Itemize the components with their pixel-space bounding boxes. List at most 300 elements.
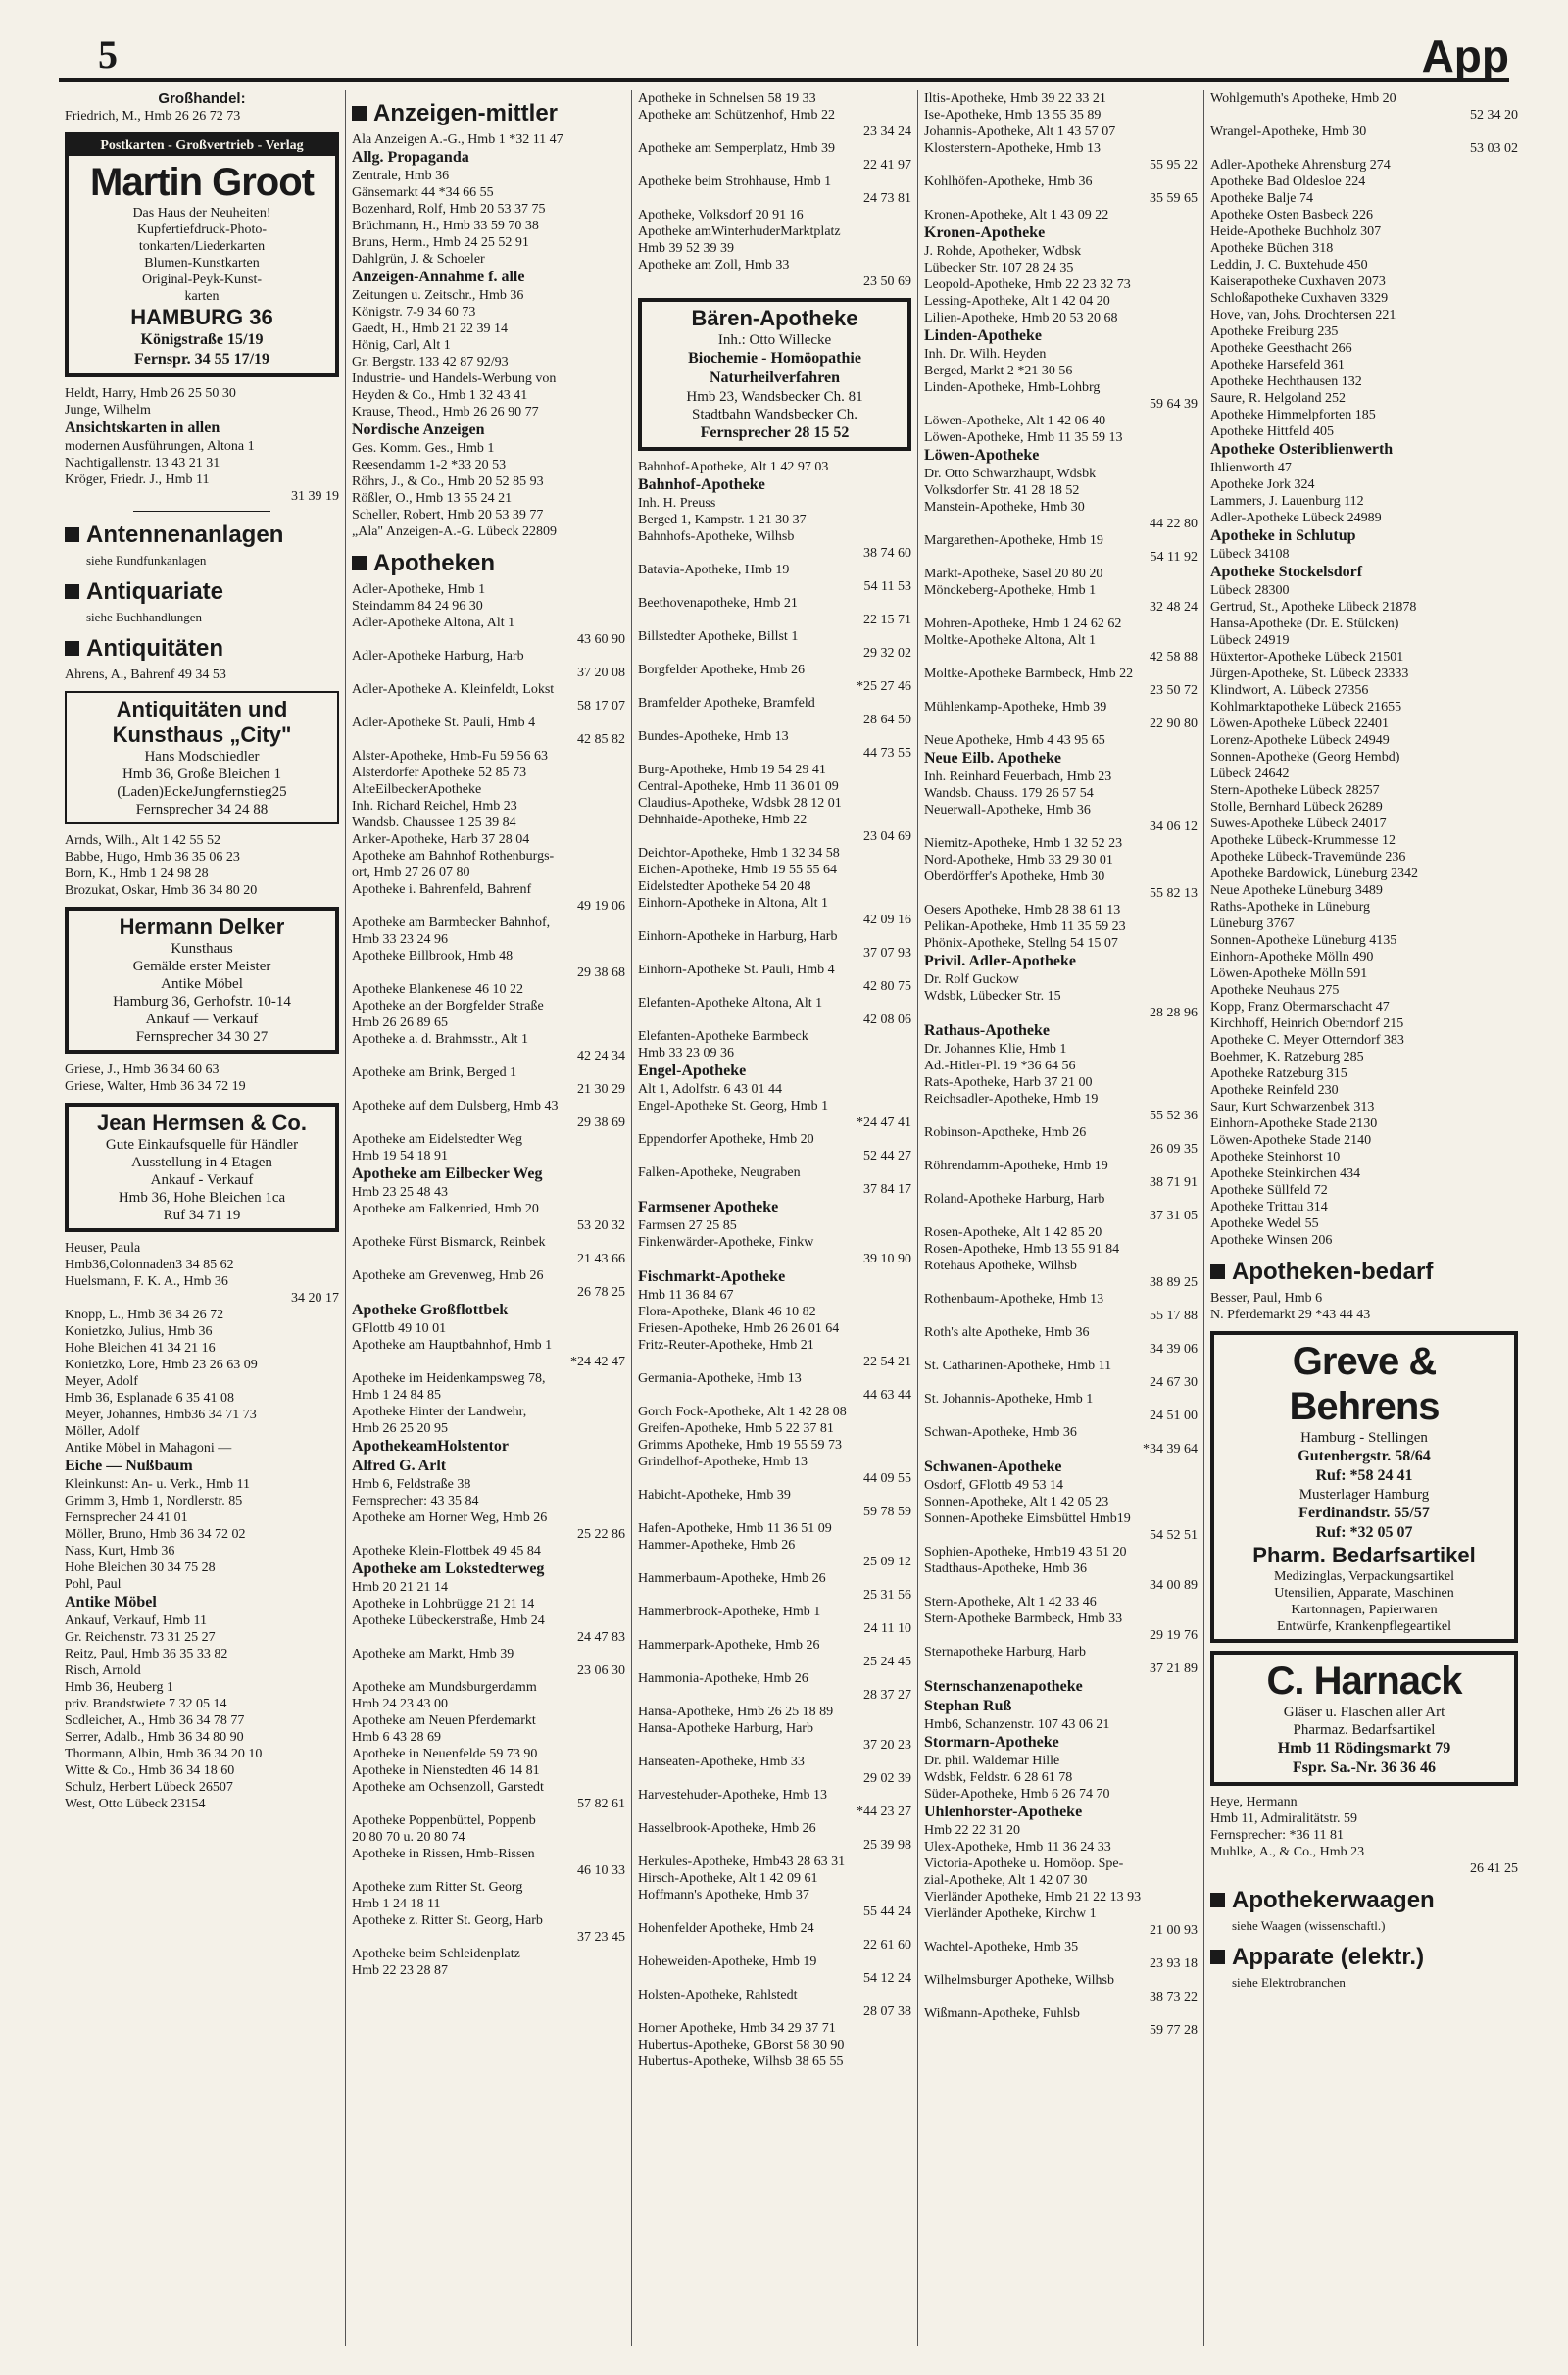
list-item: Kirchhoff, Heinrich Oberndorf 215 xyxy=(1210,1016,1404,1031)
list-item: Farmsener Apotheke xyxy=(638,1199,779,1215)
list-item: Elefanten-Apotheke Altona, Alt 1 xyxy=(638,996,823,1011)
list-item: Sternschanzenapotheke xyxy=(924,1678,1083,1695)
section-heading-antiquariate: Antiquariate xyxy=(65,576,339,608)
column-3 xyxy=(631,90,917,2346)
list-item: Hirsch-Apotheke, Alt 1 42 09 61 xyxy=(638,1871,818,1886)
list-item: 38 71 91 xyxy=(1150,1175,1198,1190)
list-item: Lüneburg 3767 xyxy=(1210,916,1295,931)
list-item: 28 28 96 xyxy=(1150,1006,1198,1020)
list-item: Ankauf, Verkauf, Hmb 11 xyxy=(65,1613,208,1628)
list-item: Apotheke Osten Basbeck 226 xyxy=(1210,208,1374,223)
list-item: St. Catharinen-Apotheke, Hmb 11 xyxy=(924,1359,1112,1373)
list-item: Dehnhaide-Apotheke, Hmb 22 xyxy=(638,813,808,827)
list-item: „Ala" Anzeigen-A.-G. Lübeck 22809 xyxy=(352,524,558,539)
list-item: Volksdorfer Str. 41 28 18 52 xyxy=(924,483,1080,498)
list-item: Apotheke in Nienstedten 46 14 81 xyxy=(352,1763,540,1778)
list-item: Apotheke, Volksdorf 20 91 16 xyxy=(638,208,804,223)
list-item: Stephan Ruß xyxy=(924,1698,1012,1714)
section-heading-antennenanlagen: Antennenanlagen xyxy=(65,520,339,551)
list-item: Robinson-Apotheke, Hmb 26 xyxy=(924,1125,1087,1140)
list-item: 26 41 25 xyxy=(1470,1861,1518,1876)
list-item: Huelsmann, F. K. A., Hmb 36 xyxy=(65,1274,228,1289)
list-item: N. Pferdemarkt 29 *43 44 43 xyxy=(1210,1308,1371,1322)
ad-line: Ankauf — Verkauf xyxy=(145,1012,259,1027)
list-item: Eppendorfer Apotheke, Hmb 20 xyxy=(638,1132,814,1147)
list-item: Fernsprecher: 43 35 84 xyxy=(352,1494,479,1509)
list-item: Rotehaus Apotheke, Wilhsb xyxy=(924,1259,1077,1273)
list-item: Hohe Bleichen 30 34 75 28 xyxy=(65,1560,216,1575)
list-item: 34 39 06 xyxy=(1150,1342,1198,1357)
list-item: Inh. Reinhard Feuerbach, Hmb 23 xyxy=(924,769,1112,784)
list-item: Einhorn-Apotheke in Harburg, Harb xyxy=(638,929,838,944)
list-item: Apotheke Steinhorst 10 xyxy=(1210,1150,1341,1164)
list-item: Apotheke am Bahnhof Rothenburgs- xyxy=(352,849,555,864)
list-item: 58 17 07 xyxy=(577,699,625,714)
list-item: Hammonia-Apotheke, Hmb 26 xyxy=(638,1671,808,1686)
ad-line: Kunsthaus xyxy=(171,941,233,957)
entry-list xyxy=(65,385,339,505)
list-item: Hmb 22 22 31 20 xyxy=(924,1823,1020,1838)
list-item: Neue Apotheke, Hmb 4 43 95 65 xyxy=(924,733,1105,748)
ad-line: Utensilien, Apparate, Maschinen xyxy=(1274,1586,1454,1601)
list-item: Kleinkunst: An- u. Verk., Hmb 11 xyxy=(65,1477,250,1492)
square-bullet-icon xyxy=(1210,1950,1225,1964)
ad-street: Königstraße 15/19 xyxy=(140,331,264,348)
list-item: Grimm 3, Hmb 1, Nordlerstr. 85 xyxy=(65,1494,243,1509)
list-item: West, Otto Lübeck 23154 xyxy=(65,1797,206,1811)
ad-banner: Postkarten - Großvertrieb - Verlag xyxy=(69,136,335,156)
list-item: zial-Apotheke, Alt 1 42 07 30 xyxy=(924,1873,1088,1888)
list-item: Risch, Arnold xyxy=(65,1663,141,1678)
list-item: Anzeigen-Annahme f. alle xyxy=(352,269,525,285)
advertisement-hermsen xyxy=(65,1103,339,1232)
list-item: Original-Peyk-Kunst- xyxy=(141,272,263,287)
list-item: Nord-Apotheke, Hmb 33 29 30 01 xyxy=(924,853,1113,867)
list-item: Hmb 33 23 24 96 xyxy=(352,932,448,947)
list-item: 34 20 17 xyxy=(291,1291,339,1306)
list-item: Flora-Apotheke, Blank 46 10 82 xyxy=(638,1305,816,1319)
list-item: Apotheke Neuhaus 275 xyxy=(1210,983,1340,998)
square-bullet-icon xyxy=(65,641,79,656)
list-item: Hmb 6, Feldstraße 38 xyxy=(352,1477,471,1492)
list-item: Apotheke Wedel 55 xyxy=(1210,1216,1319,1231)
list-item: 37 20 23 xyxy=(863,1738,911,1753)
column-1 xyxy=(59,90,345,2346)
list-item: Hmb 19 54 18 91 xyxy=(352,1149,448,1163)
list-item: Hammer-Apotheke, Hmb 26 xyxy=(638,1538,796,1553)
list-item: 21 43 66 xyxy=(577,1252,625,1266)
list-item: *24 47 41 xyxy=(857,1115,911,1130)
list-item: Central-Apotheke, Hmb 11 36 01 09 xyxy=(638,779,839,794)
ad-phone: Fernsprecher 28 15 52 xyxy=(700,424,850,441)
list-item: Sonnen-Apotheke Lüneburg 4135 xyxy=(1210,933,1397,948)
list-item: Ansichtskarten in allen xyxy=(65,420,220,436)
list-item: Krause, Theod., Hmb 26 26 90 77 xyxy=(352,405,539,420)
list-item: Neue Eilb. Apotheke xyxy=(924,750,1062,767)
list-item: Apotheke Balje 74 xyxy=(1210,191,1313,206)
list-item: Apotheke Süllfeld 72 xyxy=(1210,1183,1328,1198)
list-item: Hammerbaum-Apotheke, Hmb 26 xyxy=(638,1571,826,1586)
ad-line: Gutenbergstr. 58/64 xyxy=(1298,1448,1431,1464)
list-item: Ad.-Hitler-Pl. 19 *36 64 56 xyxy=(924,1059,1076,1073)
list-item: 23 93 18 xyxy=(1150,1956,1198,1971)
list-item: 42 09 16 xyxy=(863,913,911,927)
cross-reference: siehe Buchhandlungen xyxy=(86,610,203,624)
list-item: 42 80 75 xyxy=(863,979,911,994)
list-item: Gaedt, H., Hmb 21 22 39 14 xyxy=(352,322,509,336)
list-item: Falken-Apotheke, Neugraben xyxy=(638,1165,801,1180)
list-item: Apotheke am Schützenhof, Hmb 22 xyxy=(638,108,836,123)
list-item: Hmb 26 25 20 95 xyxy=(352,1421,448,1436)
list-item: Löwen-Apotheke, Hmb 11 35 59 13 xyxy=(924,430,1123,445)
list-item: Sonnen-Apotheke (Georg Hembd) xyxy=(1210,750,1400,765)
list-item: 37 31 05 xyxy=(1150,1209,1198,1223)
page-header xyxy=(59,29,1509,82)
list-item: Hmb 24 23 43 00 xyxy=(352,1697,448,1711)
list-item: Bahnhofs-Apotheke, Wilhsb xyxy=(638,529,795,544)
list-item: Wdsbk, Lübecker Str. 15 xyxy=(924,989,1061,1004)
list-item: 55 44 24 xyxy=(863,1905,911,1919)
list-item: 34 06 12 xyxy=(1150,819,1198,834)
list-item: Alster-Apotheke, Hmb-Fu 59 56 63 xyxy=(352,749,548,764)
list-item: Muhlke, A., & Co., Hmb 23 xyxy=(1210,1845,1365,1859)
list-item: Iltis-Apotheke, Hmb 39 22 33 21 xyxy=(924,91,1106,106)
list-item: Löwen-Apotheke Lübeck 22401 xyxy=(1210,717,1389,731)
list-item: 22 15 71 xyxy=(863,613,911,627)
list-item: Fritz-Reuter-Apotheke, Hmb 21 xyxy=(638,1338,814,1353)
advertisement-delker xyxy=(65,907,339,1054)
list-item: Apotheke a. d. Brahmsstr., Alt 1 xyxy=(352,1032,529,1047)
ad-line: Ausstellung in 4 Etagen xyxy=(131,1155,272,1170)
section-subheading: Großhandel: xyxy=(158,90,246,107)
list-item: Bahnhof-Apotheke, Alt 1 42 97 03 xyxy=(638,460,829,474)
list-item: Phönix-Apotheke, Stellng 54 15 07 xyxy=(924,936,1118,951)
list-item: Hmb 36, Esplanade 6 35 41 08 xyxy=(65,1391,235,1406)
list-item: modernen Ausführungen, Altona 1 xyxy=(65,439,255,454)
list-item: Apotheke beim Strohhause, Hmb 1 xyxy=(638,174,832,189)
list-item: 23 50 72 xyxy=(1150,683,1198,698)
list-item: 31 39 19 xyxy=(291,489,339,504)
list-item: Stern-Apotheke Lübeck 28257 xyxy=(1210,783,1380,798)
list-item: St. Johannis-Apotheke, Hmb 1 xyxy=(924,1392,1094,1407)
list-item: 22 61 60 xyxy=(863,1938,911,1953)
list-item: Brüchmann, H., Hmb 33 59 70 38 xyxy=(352,219,539,233)
ad-line: Musterlager Hamburg xyxy=(1298,1487,1430,1503)
list-item: 44 09 55 xyxy=(863,1471,911,1486)
list-item: Apotheke Himmelpforten 185 xyxy=(1210,408,1376,422)
list-item: Dr. Johannes Klie, Hmb 1 xyxy=(924,1042,1067,1057)
list-item: Apotheke im Heidenkampsweg 78, xyxy=(352,1371,546,1386)
list-item: Reesendamm 1-2 *33 20 53 xyxy=(352,458,507,472)
list-item: Apotheke C. Meyer Otterndorf 383 xyxy=(1210,1033,1404,1048)
list-item: 28 07 38 xyxy=(863,2004,911,2019)
section-heading-anzeigenmittler: Anzeigen-mittler xyxy=(352,98,625,129)
list-item: Reichsadler-Apotheke, Hmb 19 xyxy=(924,1092,1099,1107)
list-item: Hubertus-Apotheke, Wilhsb 38 65 55 xyxy=(638,2054,844,2069)
running-head: App xyxy=(1421,30,1509,81)
list-item: 43 60 90 xyxy=(577,632,625,647)
list-item: 54 12 24 xyxy=(863,1971,911,1986)
list-item: Roland-Apotheke Harburg, Harb xyxy=(924,1192,1105,1207)
list-item: Sternapotheke Harburg, Harb xyxy=(924,1645,1086,1659)
list-item: Schloßapotheke Cuxhaven 3329 xyxy=(1210,291,1389,306)
list-item: Pohl, Paul xyxy=(65,1577,122,1592)
list-item: Gr. Reichenstr. 73 31 25 27 xyxy=(65,1630,216,1645)
list-item: 55 95 22 xyxy=(1150,158,1198,173)
list-item: Hoheweiden-Apotheke, Hmb 19 xyxy=(638,1954,817,1969)
list-item: Apotheke am Semperplatz, Hmb 39 xyxy=(638,141,836,156)
list-item: Allg. Propaganda xyxy=(352,149,469,166)
entry-list xyxy=(65,108,339,124)
list-item: Germania-Apotheke, Hmb 13 xyxy=(638,1371,802,1386)
entry-list xyxy=(65,1062,339,1095)
list-item: Apotheke Lübeck-Krummesse 12 xyxy=(1210,833,1396,848)
list-item: Röhrs, J., & Co., Hmb 20 52 85 93 xyxy=(352,474,544,489)
list-item: Suwes-Apotheke Lübeck 24017 xyxy=(1210,816,1387,831)
list-item: 38 73 22 xyxy=(1150,1990,1198,2004)
list-item: Apotheke Harsefeld 361 xyxy=(1210,358,1345,372)
list-item: Stormarn-Apotheke xyxy=(924,1734,1059,1751)
list-item: 55 82 13 xyxy=(1150,886,1198,901)
list-item: Lilien-Apotheke, Hmb 20 53 20 68 xyxy=(924,311,1118,325)
list-item: Hmb 11 36 84 67 xyxy=(638,1288,734,1303)
list-item: Burg-Apotheke, Hmb 19 54 29 41 xyxy=(638,763,826,777)
column-2 xyxy=(345,90,631,2346)
list-item: Apotheke Ratzeburg 315 xyxy=(1210,1066,1348,1081)
list-item: Apotheke am Mundsburgerdamm xyxy=(352,1680,537,1695)
list-item: Heuser, Paula xyxy=(65,1241,141,1256)
list-item: Apotheke z. Ritter St. Georg, Harb xyxy=(352,1913,543,1928)
entry-list xyxy=(1210,1290,1518,1323)
list-item: Hmb 6 43 28 69 xyxy=(352,1730,441,1745)
list-item: Lübeck 28300 xyxy=(1210,583,1290,598)
ad-line: Gute Einkaufsquelle für Händler xyxy=(105,1137,299,1153)
ad-line: Hans Modschiedler xyxy=(144,749,260,765)
column-4 xyxy=(917,90,1203,2346)
list-item: Kronen-Apotheke, Alt 1 43 09 22 xyxy=(924,208,1109,223)
section-heading-apotheken: Apotheken xyxy=(352,548,625,579)
list-item: Königstr. 7-9 34 60 73 xyxy=(352,305,476,320)
ad-line: Gläser u. Flaschen aller Art xyxy=(1283,1705,1446,1720)
list-item: Hohenfelder Apotheke, Hmb 24 xyxy=(638,1921,814,1936)
ad-line: Hamburg - Stellingen xyxy=(1300,1430,1428,1446)
list-item: Klindwort, A. Lübeck 27356 xyxy=(1210,683,1369,698)
list-item: Gänsemarkt 44 *34 66 55 xyxy=(352,185,494,200)
list-item: Sonnen-Apotheke Eimsbüttel Hmb19 xyxy=(924,1511,1131,1526)
ad-phone: Ruf 34 71 19 xyxy=(163,1208,241,1223)
list-item: Wdsbk, Feldstr. 6 28 61 78 xyxy=(924,1770,1073,1785)
list-item: Ahrens, A., Bahrenf 49 34 53 xyxy=(65,668,226,682)
list-item: Berged 1, Kampstr. 1 21 30 37 xyxy=(638,513,807,527)
list-item: Apotheke Bardowick, Lüneburg 2342 xyxy=(1210,866,1419,881)
list-item: 42 85 82 xyxy=(577,732,625,747)
cross-reference: siehe Waagen (wissenschaftl.) xyxy=(1232,1918,1386,1933)
ad-line: Entwürfe, Krankenpflegeartikel xyxy=(1276,1619,1452,1634)
list-item: Kronen-Apotheke xyxy=(924,224,1046,241)
list-item: 25 24 45 xyxy=(863,1655,911,1669)
list-item: Stern-Apotheke, Alt 1 42 33 46 xyxy=(924,1595,1097,1609)
list-item: Apotheke in Rissen, Hmb-Rissen xyxy=(352,1847,535,1861)
list-item: Kohlmarktapotheke Lübeck 21655 xyxy=(1210,700,1402,715)
list-item: Thormann, Albin, Hmb 36 34 20 10 xyxy=(65,1747,263,1761)
list-item: ApothekeamHolstentor xyxy=(352,1438,509,1455)
entry-list xyxy=(65,667,339,683)
list-item: Sonnen-Apotheke, Alt 1 42 05 23 xyxy=(924,1495,1109,1509)
list-item: Löwen-Apotheke xyxy=(924,447,1040,464)
list-item: Babbe, Hugo, Hmb 36 35 06 23 xyxy=(65,850,240,865)
list-item: Schulz, Herbert Lübeck 26507 xyxy=(65,1780,233,1795)
list-item: Einhorn-Apotheke Stade 2130 xyxy=(1210,1116,1378,1131)
list-item: Hubertus-Apotheke, GBorst 58 30 90 xyxy=(638,2038,845,2053)
list-item: Dr. Otto Schwarzhaupt, Wdsbk xyxy=(924,467,1097,481)
list-item: Johannis-Apotheke, Alt 1 43 57 07 xyxy=(924,124,1116,139)
list-item: Apotheke am Ochsenzoll, Garstedt xyxy=(352,1780,544,1795)
list-item: 35 59 65 xyxy=(1150,191,1198,206)
list-item: Apotheke am Brink, Berged 1 xyxy=(352,1065,517,1080)
list-item: 24 11 10 xyxy=(863,1621,911,1636)
list-item: Oesers Apotheke, Hmb 28 38 61 13 xyxy=(924,903,1121,917)
list-item: Heldt, Harry, Hmb 26 25 50 30 xyxy=(65,386,236,401)
list-item: Apotheke Klein-Flottbek 49 45 84 xyxy=(352,1544,541,1559)
list-item: Apotheke in Neuenfelde 59 73 90 xyxy=(352,1747,538,1761)
ad-tagline: Das Haus der Neuheiten! xyxy=(132,206,271,221)
ad-line: Biochemie - Homöopathie xyxy=(688,350,861,367)
entry-list xyxy=(638,459,911,2070)
list-item: Margarethen-Apotheke, Hmb 19 xyxy=(924,533,1103,548)
list-item: Kröger, Friedr. J., Hmb 11 xyxy=(65,472,210,487)
list-item: Hansa-Apotheke Harburg, Harb xyxy=(638,1721,813,1736)
list-item: Rats-Apotheke, Harb 37 21 00 xyxy=(924,1075,1093,1090)
list-item: Lübeck 24642 xyxy=(1210,767,1290,781)
list-item: Witte & Co., Hmb 36 34 18 60 xyxy=(65,1763,235,1778)
list-item: Kohlhöfen-Apotheke, Hmb 36 xyxy=(924,174,1093,189)
list-item: 46 10 33 xyxy=(577,1863,625,1878)
page-number: 5 xyxy=(98,32,118,76)
list-item: Apotheke am Eidelstedter Weg xyxy=(352,1132,522,1147)
list-item: 24 47 83 xyxy=(577,1630,625,1645)
list-item: Lorenz-Apotheke Lübeck 24949 xyxy=(1210,733,1390,748)
list-item: Hoffmann's Apotheke, Hmb 37 xyxy=(638,1888,809,1903)
list-item: 54 52 51 xyxy=(1150,1528,1198,1543)
list-item: 49 19 06 xyxy=(577,899,625,914)
ad-phone: Ruf: *58 24 41 xyxy=(1315,1467,1413,1484)
list-item: Apotheke Reinfeld 230 xyxy=(1210,1083,1339,1098)
list-item: Wrangel-Apotheke, Hmb 30 xyxy=(1210,124,1367,139)
list-item: Meyer, Johannes, Hmb36 34 71 73 xyxy=(65,1408,257,1422)
list-item: Deichtor-Apotheke, Hmb 1 32 34 58 xyxy=(638,846,840,861)
list-item: Finkenwärder-Apotheke, Finkw xyxy=(638,1235,814,1250)
list-item: Lübeck 24919 xyxy=(1210,633,1290,648)
ad-name: Greve & Behrens xyxy=(1289,1340,1440,1428)
list-item: Hmb 36, Heuberg 1 xyxy=(65,1680,173,1695)
list-item: Einhorn-Apotheke Mölln 490 xyxy=(1210,950,1374,965)
advertisement-city xyxy=(65,691,339,824)
ad-line: Pharmaz. Bedarfsartikel xyxy=(1293,1722,1436,1738)
list-item: Apotheke am Falkenried, Hmb 20 xyxy=(352,1202,539,1216)
list-item: Eidelstedter Apotheke 54 20 48 xyxy=(638,879,811,894)
list-item: Hönig, Carl, Alt 1 xyxy=(352,338,451,353)
list-item: Brozukat, Oskar, Hmb 36 34 80 20 xyxy=(65,883,258,898)
list-item: 53 03 02 xyxy=(1470,141,1518,156)
list-item: Hmb 1 24 84 85 xyxy=(352,1388,441,1403)
list-item: 53 20 32 xyxy=(577,1218,625,1233)
list-item: Rosen-Apotheke, Hmb 13 55 91 84 xyxy=(924,1242,1120,1257)
list-item: Eiche — Nußbaum xyxy=(65,1458,193,1474)
ad-phone: Ruf: *32 05 07 xyxy=(1315,1524,1413,1541)
list-item: Apotheke Großflottbek xyxy=(352,1302,509,1318)
ad-line: Hmb 11 Rödingsmarkt 79 xyxy=(1277,1740,1451,1757)
list-item: Hanseaten-Apotheke, Hmb 33 xyxy=(638,1755,805,1769)
list-item: Hmb 22 23 28 87 xyxy=(352,1963,448,1978)
list-item: Inh. Dr. Wilh. Heyden xyxy=(924,347,1047,362)
list-item: Sophien-Apotheke, Hmb19 43 51 20 xyxy=(924,1545,1127,1559)
list-item: Klosterstern-Apotheke, Hmb 13 xyxy=(924,141,1102,156)
list-item: Apotheke Hinter der Landwehr, xyxy=(352,1405,527,1419)
list-item: Inh. H. Preuss xyxy=(638,496,716,511)
list-item: Manstein-Apotheke, Hmb 30 xyxy=(924,500,1085,515)
list-item: ort, Hmb 27 26 07 80 xyxy=(352,866,470,880)
list-item: Apotheke in Lohbrügge 21 21 14 xyxy=(352,1597,535,1611)
list-item: Apotheke Lübeckerstraße, Hmb 24 xyxy=(352,1613,545,1628)
list-item: Wilhelmsburger Apotheke, Wilhsb xyxy=(924,1973,1114,1988)
list-item: 38 74 60 xyxy=(863,546,911,561)
ad-line: Hmb 36, Große Bleichen 1 xyxy=(122,767,282,782)
list-item: Nordische Anzeigen xyxy=(352,421,485,438)
ad-line: Antike Möbel xyxy=(161,976,243,992)
list-item: Apotheke Hechthausen 132 xyxy=(1210,374,1362,389)
list-item: Stolle, Bernhard Lübeck 26289 xyxy=(1210,800,1383,815)
list-item: Inh. Richard Reichel, Hmb 23 xyxy=(352,799,517,814)
entry-list xyxy=(924,90,1198,2039)
list-item: Leddin, J. C. Buxtehude 450 xyxy=(1210,258,1368,272)
section-heading-antiquitaeten: Antiquitäten xyxy=(65,633,339,665)
list-item: Zentrale, Hmb 36 xyxy=(352,169,450,183)
list-item: GFlottb 49 10 01 xyxy=(352,1321,447,1336)
list-item: Apotheke am Markt, Hmb 39 xyxy=(352,1647,514,1661)
list-item: 34 00 89 xyxy=(1150,1578,1198,1593)
list-item: Apotheke Freiburg 235 xyxy=(1210,324,1339,339)
list-item: Rosen-Apotheke, Alt 1 42 85 20 xyxy=(924,1225,1102,1240)
list-item: 44 22 80 xyxy=(1150,517,1198,531)
list-item: Apotheke beim Schleidenplatz xyxy=(352,1947,520,1961)
divider xyxy=(133,511,270,512)
list-item: Beethovenapotheke, Hmb 21 xyxy=(638,596,798,611)
list-item: Bahnhof-Apotheke xyxy=(638,476,765,493)
list-item: Apotheke Büchen 318 xyxy=(1210,241,1334,256)
list-item: 55 52 36 xyxy=(1150,1109,1198,1123)
list-item: 42 08 06 xyxy=(863,1013,911,1027)
list-item: Rathaus-Apotheke xyxy=(924,1022,1051,1039)
list-item: Stadthaus-Apotheke, Hmb 36 xyxy=(924,1561,1088,1576)
list-item: Löwen-Apotheke Stade 2140 xyxy=(1210,1133,1372,1148)
list-item: Gertrud, St., Apotheke Lübeck 21878 xyxy=(1210,600,1417,615)
ad-phone: Fspr. Sa.-Nr. 36 36 46 xyxy=(1293,1759,1436,1776)
list-item: Apotheke am Eilbecker Weg xyxy=(352,1165,543,1182)
list-item: 23 34 24 xyxy=(863,124,911,139)
list-item: 25 22 86 xyxy=(577,1527,625,1542)
ad-line: Ankauf - Verkauf xyxy=(150,1172,254,1188)
list-item: Markt-Apotheke, Sasel 20 80 20 xyxy=(924,567,1103,581)
list-item: Dr. phil. Waldemar Hille xyxy=(924,1754,1060,1768)
list-item: 28 37 27 xyxy=(863,1688,911,1703)
ad-line: Stadtbahn Wandsbecker Ch. xyxy=(692,407,858,422)
list-item: Anker-Apotheke, Harb 37 28 04 xyxy=(352,832,530,847)
list-item: 42 58 88 xyxy=(1150,650,1198,665)
ad-city: HAMBURG 36 xyxy=(130,305,273,329)
list-item: Born, K., Hmb 1 24 98 28 xyxy=(65,866,209,881)
list-item: Friesen-Apotheke, Hmb 26 26 01 64 xyxy=(638,1321,840,1336)
list-item: Heide-Apotheke Buchholz 307 xyxy=(1210,224,1382,239)
